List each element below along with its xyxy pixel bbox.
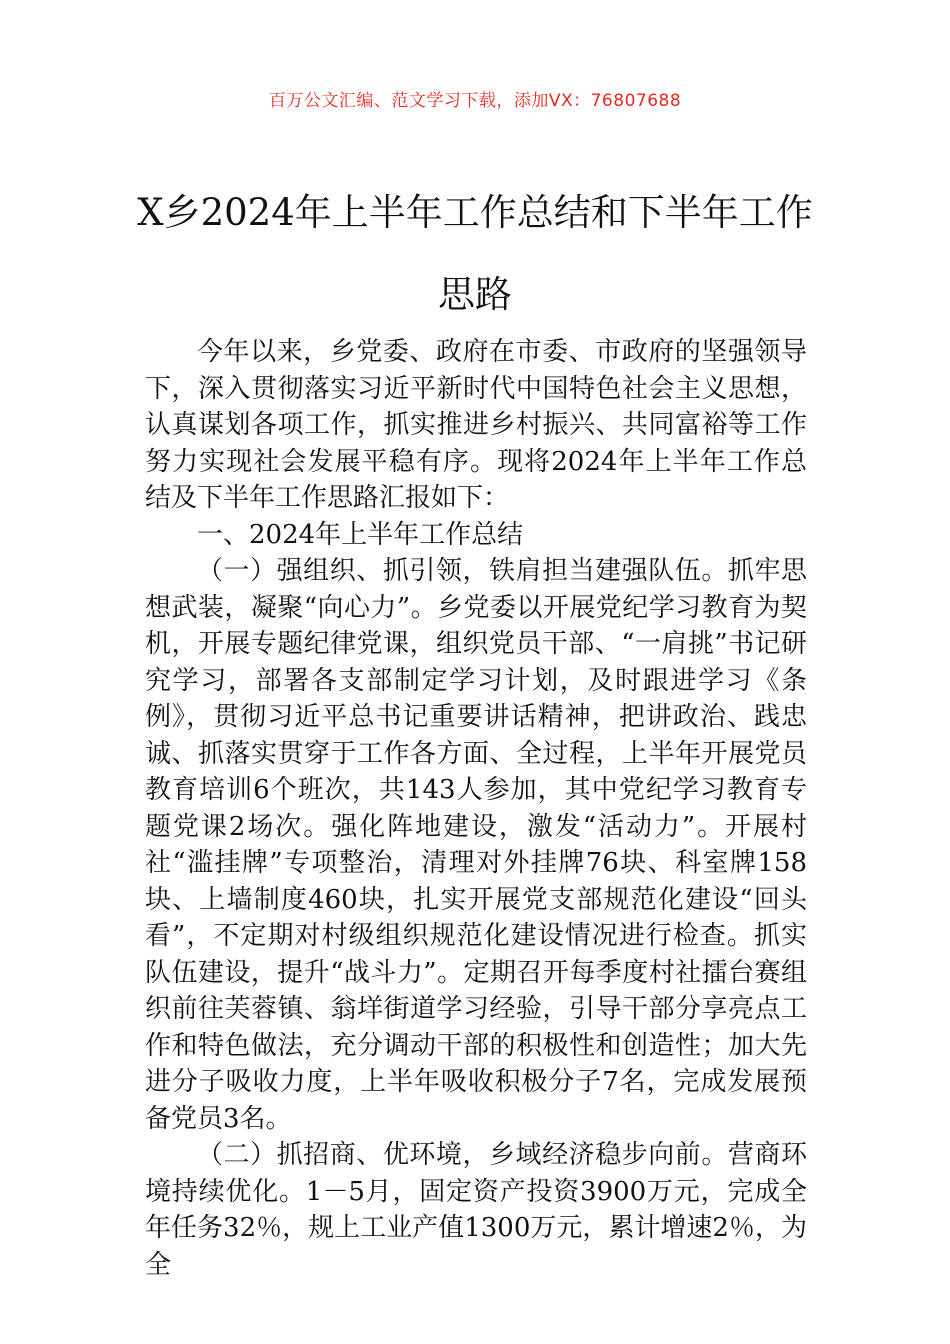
section-heading: 一、2024年上半年工作总结 <box>197 519 524 550</box>
document-body <box>145 334 807 1283</box>
body-paragraph-1: （一）强组织、抓引领，铁肩担当建强队伍。抓牢思想武装，凝聚“向心力”。乡党委以开展党纪学习教育为契机，开展专题纪律党课，组织党员干部、“一肩挑”书记研究学习，部署各支部制定学习计划，及时跟进学习《条例》，贯彻习近平总书记重要讲话精神，把讲政治、践忠诚、抓落实贯穿于工作各方面、全过程，上半年开展党员教育培训6个班次，共143人参加，其中党纪学习教育专题党课2场次。强化阵地建设，激发“活动力”。开展村社“滥挂牌”专项整治，清理对外挂牌76块、科室牌158块、上墙制度460块，扎实开展党支部规范化建设“回头看”，不定期对村级组织规范化建设情况进行检查。抓实队伍建设，提升“战斗力”。定期召开每季度村社擂台赛组织前往芙蓉镇、翁垟街道学习经验，引导干部分享亮点工作和特色做法，充分调动干部的积极性和创造性；加大先进分子吸收力度，上半年吸收积极分子7名，完成发展预备党员3名。 <box>145 556 807 1134</box>
watermark-header: 百万公文汇编、范文学习下载，添加VX：76807688 <box>268 91 682 111</box>
document-title: X乡2024年上半年工作总结和下半年工作思路 <box>137 191 813 316</box>
intro-paragraph: 今年以来，乡党委、政府在市委、市政府的坚强领导下，深入贯彻落实习近平新时代中国特色社会主义思想，认真谋划各项工作，抓实推进乡村振兴、共同富裕等工作努力实现社会发展平稳有序。现将2024年上半年工作总结及下半年工作思路汇报如下： <box>145 337 807 513</box>
body-paragraph-2: （二）抓招商、优环境，乡域经济稳步向前。营商环境持续优化。1－5月，固定资产投资3900万元，完成全年任务32％，规上工业产值1300万元，累计增速2％，为全 <box>145 1140 807 1280</box>
